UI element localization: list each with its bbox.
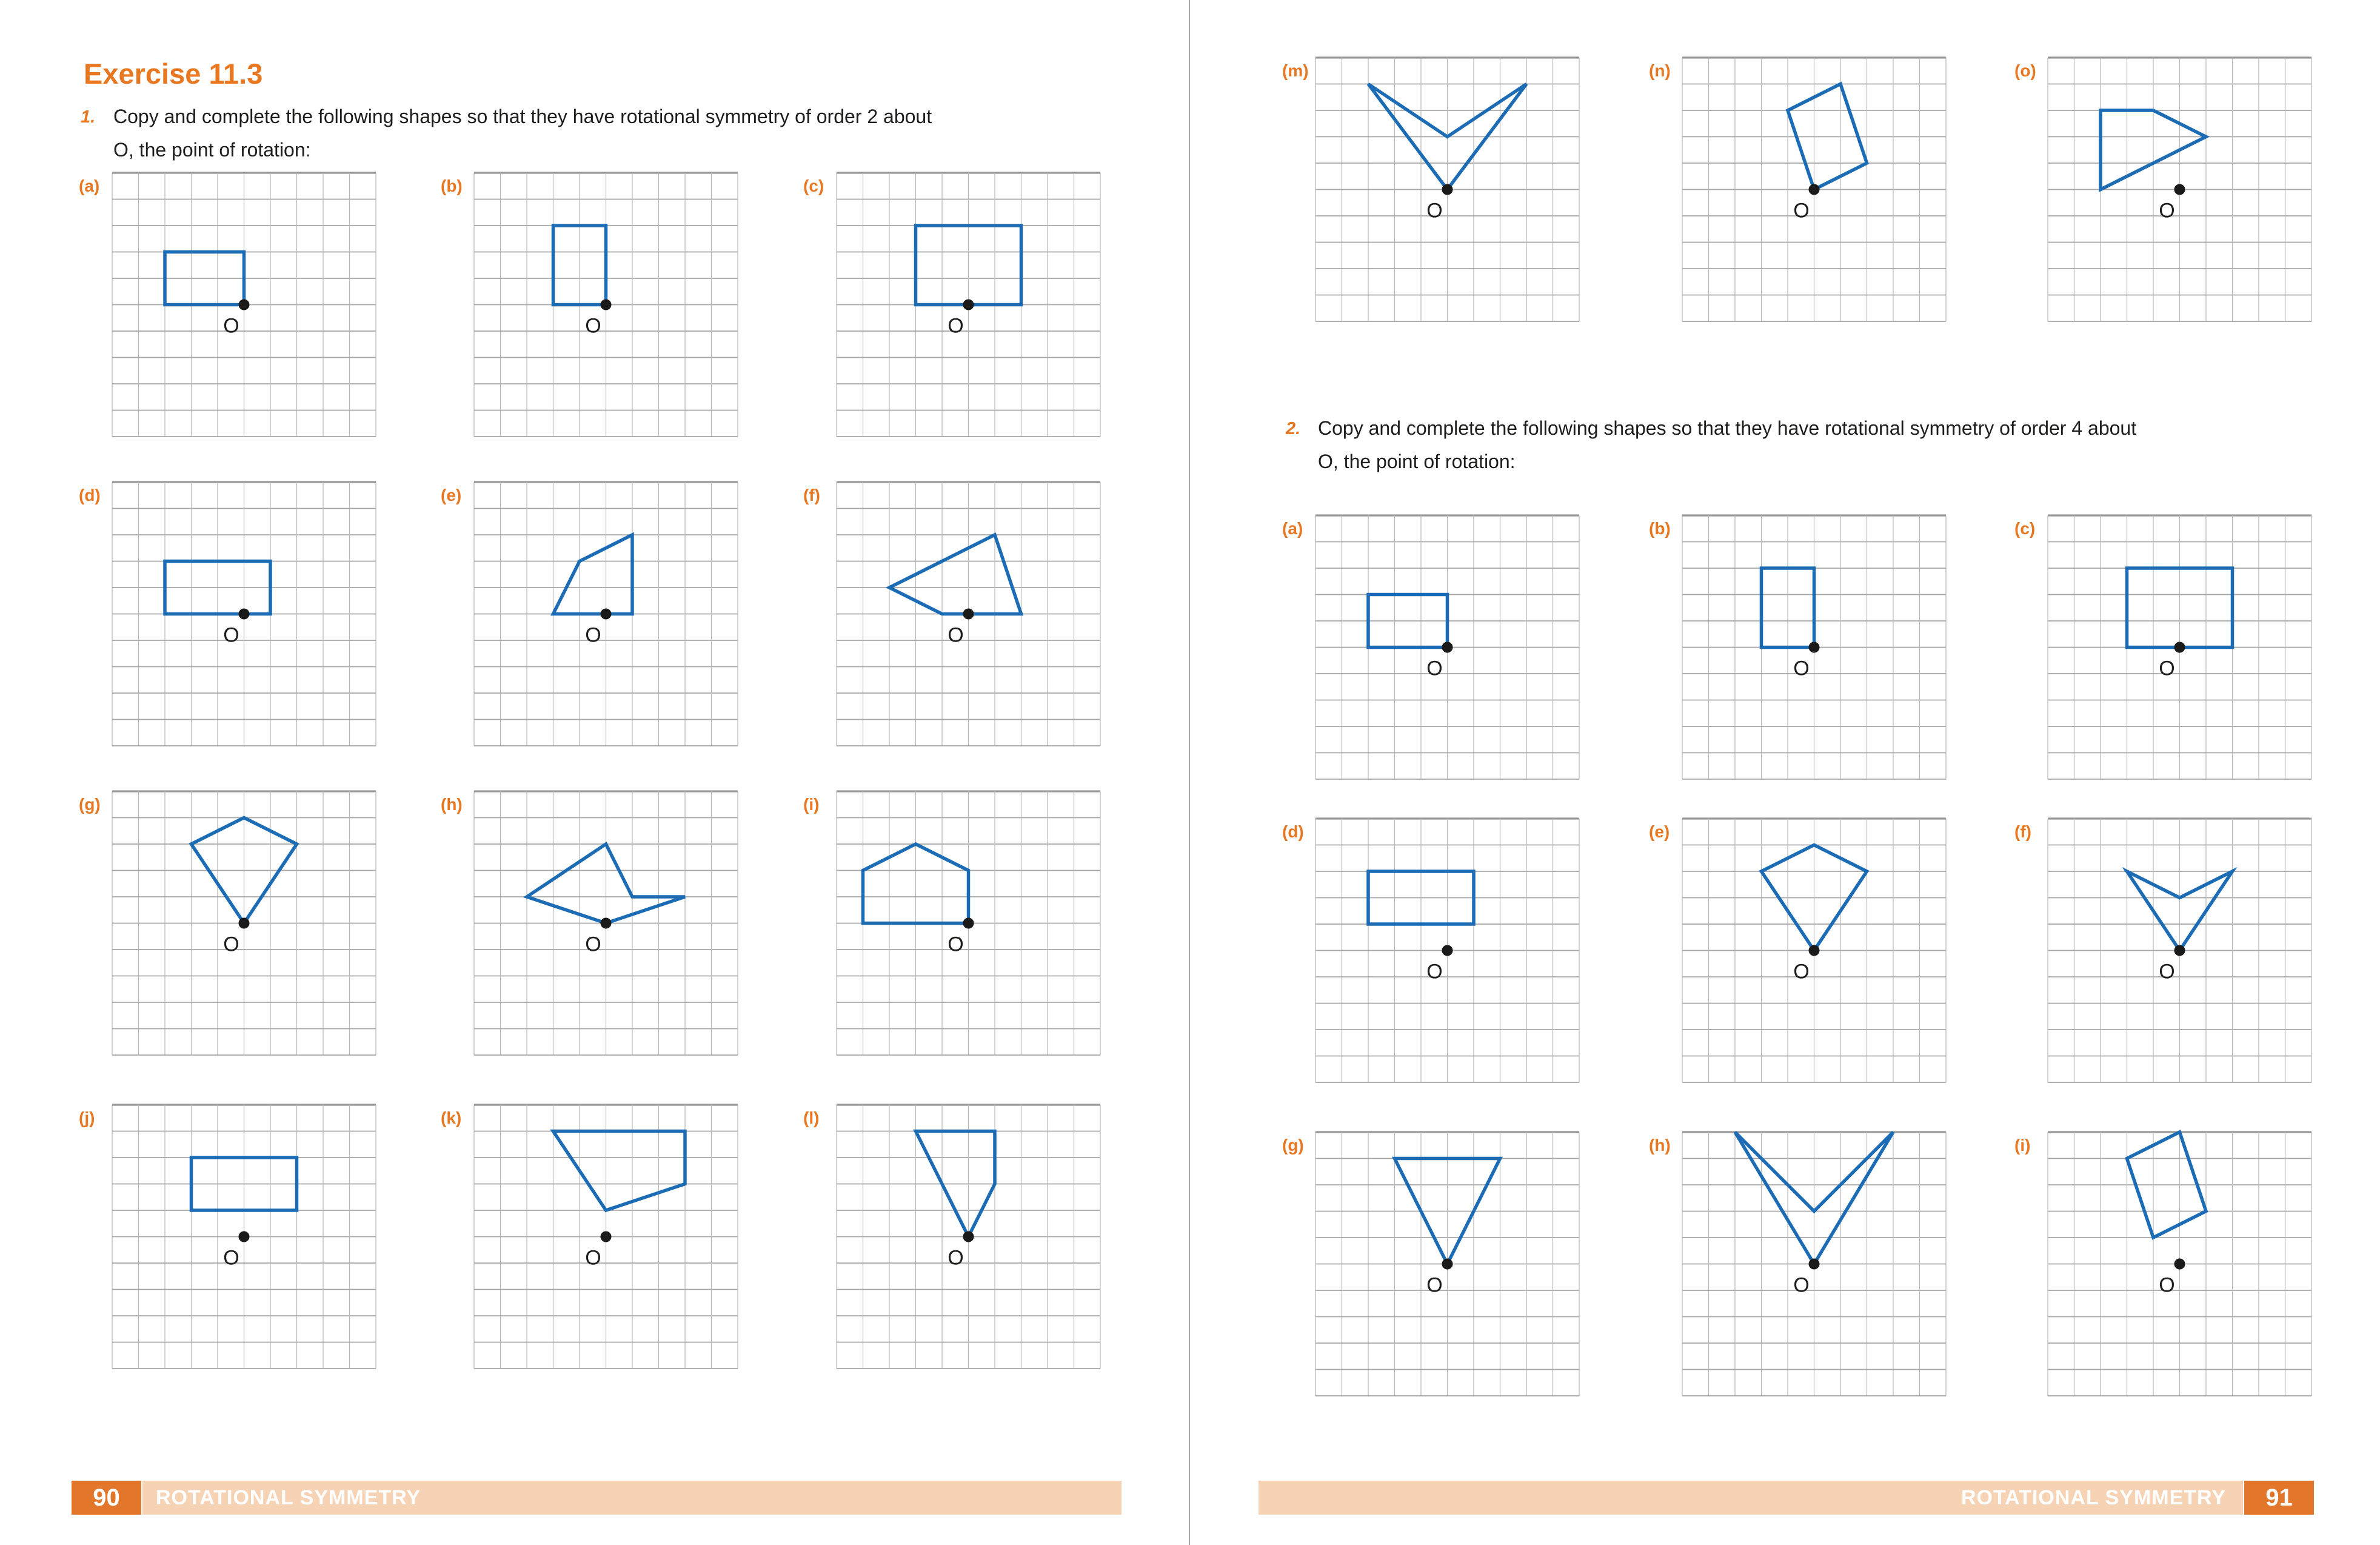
rotation-point-label: O xyxy=(948,314,964,338)
grid-panel-q1-e xyxy=(441,482,738,746)
grid-panel-q1-g xyxy=(79,791,376,1055)
panel-label-q1-g: (g) xyxy=(79,795,101,814)
rotation-point-dot xyxy=(1809,1259,1820,1270)
rotation-point-dot xyxy=(1442,642,1453,653)
rotation-point-label: O xyxy=(948,1246,964,1270)
question-2-number: 2. xyxy=(1286,419,1301,438)
question-1-text-line2: O, the point of rotation: xyxy=(113,139,311,161)
panel-label-q1-m: (m) xyxy=(1282,61,1309,80)
question-1-text-line1: Copy and complete the following shapes so that they have rotational symmetry of order 2 about xyxy=(113,106,932,127)
squared-grid-q2-h xyxy=(1675,1125,1953,1403)
question-1-number: 1. xyxy=(81,107,96,127)
panel-label-q1-k: (k) xyxy=(441,1108,462,1127)
grid-panel-q1-j xyxy=(79,1105,376,1369)
rotation-point-label: O xyxy=(1793,1273,1810,1297)
rotation-point-label: O xyxy=(585,933,601,956)
rotation-point-label: O xyxy=(223,1246,239,1270)
panel-label-q1-c: (c) xyxy=(803,176,824,195)
rotation-point-label: O xyxy=(585,623,601,647)
panel-label-q1-e: (e) xyxy=(441,486,462,504)
rotation-point-dot xyxy=(239,609,250,620)
squared-grid-q1-o xyxy=(2041,50,2319,329)
rotation-point-label: O xyxy=(948,933,964,956)
panel-label-q1-l: (l) xyxy=(803,1108,820,1127)
squared-grid-q1-f xyxy=(829,475,1108,753)
rotation-point-dot xyxy=(2174,945,2185,956)
squared-grid-q1-n xyxy=(1675,50,1953,329)
panel-label-q1-o: (o) xyxy=(2014,61,2036,80)
exercise-title: Exercise 11.3 xyxy=(84,58,263,90)
rotation-point-label: O xyxy=(948,623,964,647)
grid-panel-q2-e xyxy=(1649,819,1946,1082)
rotation-point-label: O xyxy=(1426,960,1443,984)
squared-grid-q1-h xyxy=(467,784,745,1062)
shape-outline xyxy=(889,535,1021,614)
squared-grid-q2-e xyxy=(1675,811,1953,1090)
rotation-point-dot xyxy=(963,1232,974,1242)
shape-outline xyxy=(553,535,633,614)
grid-panel-q1-d xyxy=(79,482,376,746)
rotation-point-dot xyxy=(963,609,974,620)
rotation-point-label: O xyxy=(585,1246,601,1270)
panel-label-q2-e: (e) xyxy=(1649,822,1670,841)
rotation-point-label: O xyxy=(2159,1273,2175,1297)
rotation-point-dot xyxy=(2174,1259,2185,1270)
footer-bar-left: ROTATIONAL SYMMETRY xyxy=(142,1481,1121,1515)
grid-panel-q1-m xyxy=(1282,58,1579,321)
panel-label-q1-b: (b) xyxy=(441,176,463,195)
rotation-point-dot xyxy=(1442,1259,1453,1270)
rotation-point-dot xyxy=(963,300,974,310)
question-2-text-line2: O, the point of rotation: xyxy=(1318,451,1516,472)
grid-panel-q1-n xyxy=(1649,58,1946,321)
grid-panel-q2-d xyxy=(1282,819,1579,1082)
grid-panel-q1-k xyxy=(441,1105,738,1369)
grid-panel-q1-f xyxy=(803,482,1100,746)
rotation-point-label: O xyxy=(1426,1273,1443,1297)
grid-panel-q2-b xyxy=(1649,515,1946,779)
panel-label-q2-b: (b) xyxy=(1649,519,1671,538)
rotation-point-dot xyxy=(2174,184,2185,195)
rotation-point-dot xyxy=(1809,184,1820,195)
squared-grid-q1-c xyxy=(829,166,1108,444)
page-number-right: 91 xyxy=(2244,1481,2314,1515)
panel-label-q1-n: (n) xyxy=(1649,61,1671,80)
panel-label-q2-a: (a) xyxy=(1282,519,1303,538)
squared-grid-q1-d xyxy=(105,475,383,753)
panel-label-q1-f: (f) xyxy=(803,486,820,504)
grid-panel-q1-b xyxy=(441,173,738,437)
rotation-point-dot xyxy=(2174,642,2185,653)
grid-panel-q2-c xyxy=(2014,515,2311,779)
grid-panel-q1-i xyxy=(803,791,1100,1055)
grid-panel-q1-h xyxy=(441,791,738,1055)
rotation-point-label: O xyxy=(223,623,239,647)
question-2-text-line1: Copy and complete the following shapes so that they have rotational symmetry of order 4 about xyxy=(1318,417,2137,439)
rotation-point-label: O xyxy=(1426,657,1443,680)
rotation-point-dot xyxy=(1442,945,1453,956)
rotation-point-dot xyxy=(239,300,250,310)
rotation-point-label: O xyxy=(1793,199,1810,223)
rotation-point-dot xyxy=(1809,945,1820,956)
squared-grid-q1-j xyxy=(105,1098,383,1376)
panel-label-q1-a: (a) xyxy=(79,176,100,195)
rotation-point-label: O xyxy=(1426,199,1443,223)
panel-label-q1-i: (i) xyxy=(803,795,820,814)
rotation-point-dot xyxy=(1809,642,1820,653)
rotation-point-dot xyxy=(239,1232,250,1242)
panel-label-q2-h: (h) xyxy=(1649,1136,1671,1155)
squared-grid-q1-i xyxy=(829,784,1108,1062)
rotation-point-dot xyxy=(1442,184,1453,195)
squared-grid-q1-b xyxy=(467,166,745,444)
footer-bar-right: ROTATIONAL SYMMETRY xyxy=(1259,1481,2243,1515)
squared-grid-q1-m xyxy=(1308,50,1586,329)
squared-grid-q1-e xyxy=(467,475,745,753)
rotation-point-dot xyxy=(601,609,612,620)
panel-label-q2-g: (g) xyxy=(1282,1136,1304,1155)
grid-panel-q2-a xyxy=(1282,515,1579,779)
grid-panel-q1-o xyxy=(2014,58,2311,321)
rotation-point-label: O xyxy=(2159,960,2175,984)
grid-panel-q2-i xyxy=(2014,1132,2311,1396)
squared-grid-q2-g xyxy=(1308,1125,1586,1403)
rotation-point-label: O xyxy=(223,314,239,338)
rotation-point-dot xyxy=(601,1232,612,1242)
grid-panel-q2-f xyxy=(2014,819,2311,1082)
squared-grid-q2-a xyxy=(1308,508,1586,786)
panel-label-q1-h: (h) xyxy=(441,795,463,814)
panel-label-q2-i: (i) xyxy=(2014,1136,2031,1155)
page-divider xyxy=(1189,0,1190,1545)
rotation-point-label: O xyxy=(223,933,239,956)
rotation-point-label: O xyxy=(1793,960,1810,984)
rotation-point-dot xyxy=(601,300,612,310)
panel-label-q1-d: (d) xyxy=(79,486,101,504)
panel-label-q2-f: (f) xyxy=(2014,822,2031,841)
grid-panel-q1-l xyxy=(803,1105,1100,1369)
squared-grid-q2-c xyxy=(2041,508,2319,786)
squared-grid-q1-l xyxy=(829,1098,1108,1376)
grid-panel-q1-a xyxy=(79,173,376,437)
squared-grid-q1-g xyxy=(105,784,383,1062)
rotation-point-label: O xyxy=(1793,657,1810,680)
rotation-point-dot xyxy=(239,918,250,929)
rotation-point-label: O xyxy=(2159,657,2175,680)
rotation-point-dot xyxy=(963,918,974,929)
squared-grid-q1-k xyxy=(467,1098,745,1376)
rotation-point-label: O xyxy=(2159,199,2175,223)
squared-grid-q2-i xyxy=(2041,1125,2319,1403)
grid-panel-q1-c xyxy=(803,173,1100,437)
squared-grid-q2-f xyxy=(2041,811,2319,1090)
shape-outline xyxy=(553,1131,686,1211)
panel-label-q2-c: (c) xyxy=(2014,519,2036,538)
squared-grid-q1-a xyxy=(105,166,383,444)
panel-label-q2-d: (d) xyxy=(1282,822,1304,841)
rotation-point-dot xyxy=(601,918,612,929)
squared-grid-q2-b xyxy=(1675,508,1953,786)
squared-grid-q2-d xyxy=(1308,811,1586,1090)
rotation-point-label: O xyxy=(585,314,601,338)
grid-panel-q2-g xyxy=(1282,1132,1579,1396)
page-number-left: 90 xyxy=(72,1481,141,1515)
grid-panel-q2-h xyxy=(1649,1132,1946,1396)
panel-label-q1-j: (j) xyxy=(79,1108,95,1127)
